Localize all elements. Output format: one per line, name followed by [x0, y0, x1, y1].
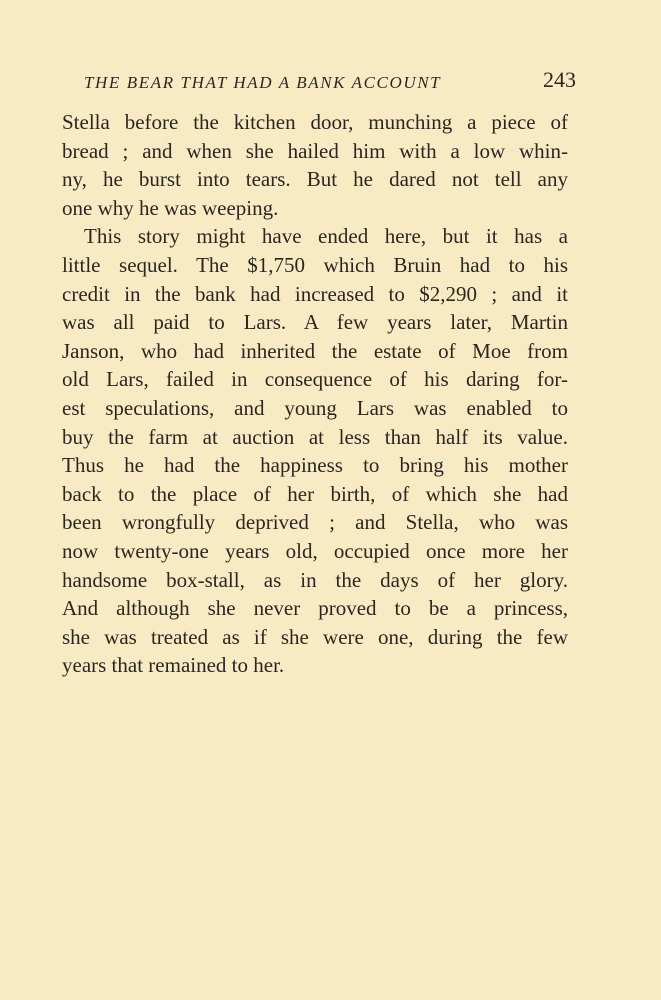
text-line: years that remained to her. [62, 653, 285, 678]
text-line: back to the place of her birth, of which she had [62, 481, 568, 506]
text-line: she was treated as if she were one, during the few [62, 624, 568, 649]
text-line: Stella before the kitchen door, munching a piece of [62, 110, 568, 134]
text-line: was all paid to Lars. A few years later, Martin [62, 310, 568, 335]
page-number: 243 [543, 67, 576, 92]
text-line: been wrongfully deprived ; and Stella, who was [62, 510, 568, 535]
text-line: now twenty-one years old, occupied once more her [62, 538, 568, 563]
text-line: bread ; and when she hailed him with a low whin- [62, 138, 568, 163]
text-line: ny, he burst into tears. But he dared not tell any [62, 167, 568, 192]
text-line: credit in the bank had increased to $2,290 ; and it [62, 281, 568, 306]
text-line: handsome box-stall, as in the days of her glory. [62, 567, 568, 592]
paragraph-start-line: This story might have ended here, but it has a [84, 224, 568, 249]
text-line: little sequel. The $1,750 which Bruin had to his [62, 252, 568, 277]
text-line: And although she never proved to be a princess, [62, 596, 568, 621]
text-line: one why he was weeping. [62, 195, 279, 220]
page-header [84, 67, 576, 96]
text-line: old Lars, failed in consequence of his daring for- [62, 367, 568, 392]
text-line: est speculations, and young Lars was enabled to [62, 395, 568, 420]
text-line: buy the farm at auction at less than half its value. [62, 424, 568, 449]
body-text [62, 108, 568, 680]
text-line: Janson, who had inherited the estate of Moe from [62, 338, 568, 363]
running-title: THE BEAR THAT HAD A BANK ACCOUNT [84, 73, 442, 92]
text-line: Thus he had the happiness to bring his mother [62, 453, 568, 478]
